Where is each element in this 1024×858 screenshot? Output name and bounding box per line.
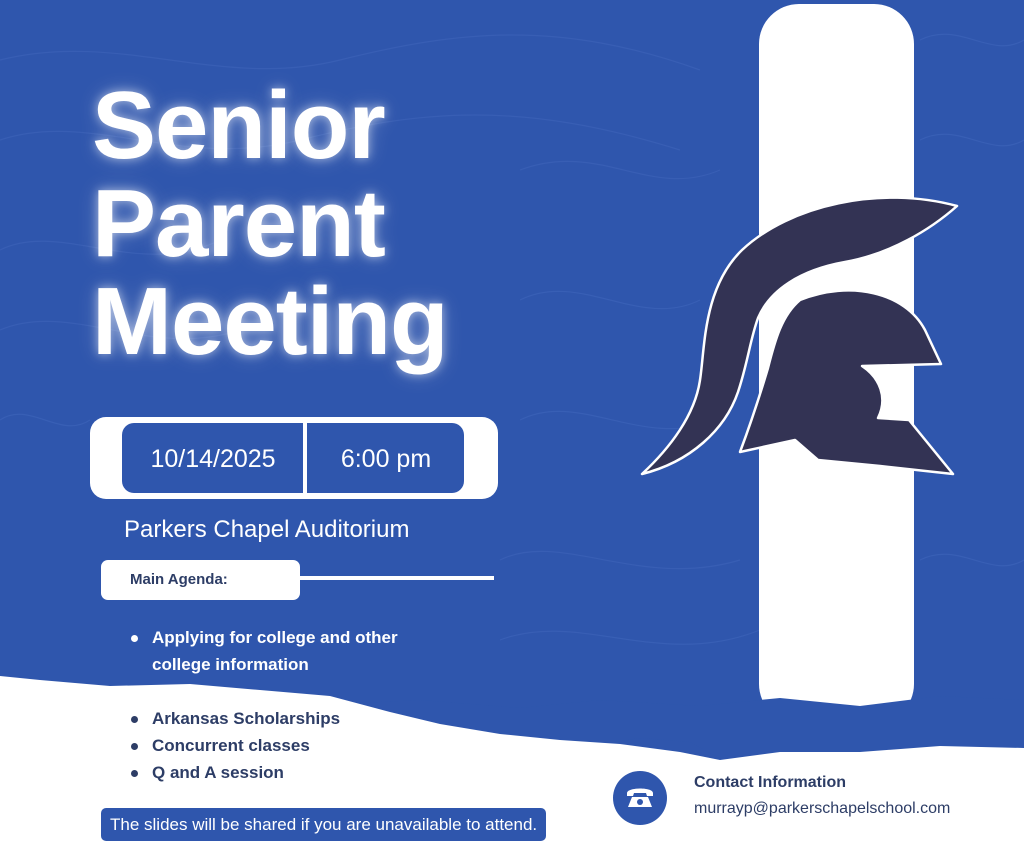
contact-email: murrayp@parkerschapelschool.com (694, 800, 951, 817)
agenda-item: FAFSA (152, 682, 208, 701)
agenda-item: Arkansas Scholarships (152, 709, 341, 728)
bullet-icon (131, 635, 138, 642)
title-line-parent: Parent (92, 170, 385, 277)
agenda-item: Q and A session (152, 763, 284, 782)
telephone-icon (613, 771, 667, 825)
bullet-icon (131, 716, 138, 723)
agenda-label: Main Agenda: (130, 571, 228, 588)
title-line-meeting: Meeting (92, 268, 448, 375)
bullet-icon (131, 770, 138, 777)
agenda-item: college information (152, 655, 309, 674)
event-location: Parkers Chapel Auditorium (124, 516, 410, 543)
agenda-item: Applying for college and other (152, 628, 398, 647)
date-time-divider (303, 423, 307, 493)
contact-title: Contact Information (694, 774, 846, 791)
slides-note: The slides will be shared if you are unavailable to attend. (101, 808, 546, 841)
agenda-item: Concurrent classes (152, 736, 310, 755)
event-date: 10/14/2025 (150, 445, 276, 473)
agenda-divider-line (298, 576, 494, 580)
title-line-senior: Senior (92, 72, 385, 179)
spartan-helmet-icon (642, 198, 957, 474)
bullet-icon (131, 743, 138, 750)
contact-icon-circle (613, 771, 667, 825)
event-time: 6:00 pm (340, 445, 432, 473)
